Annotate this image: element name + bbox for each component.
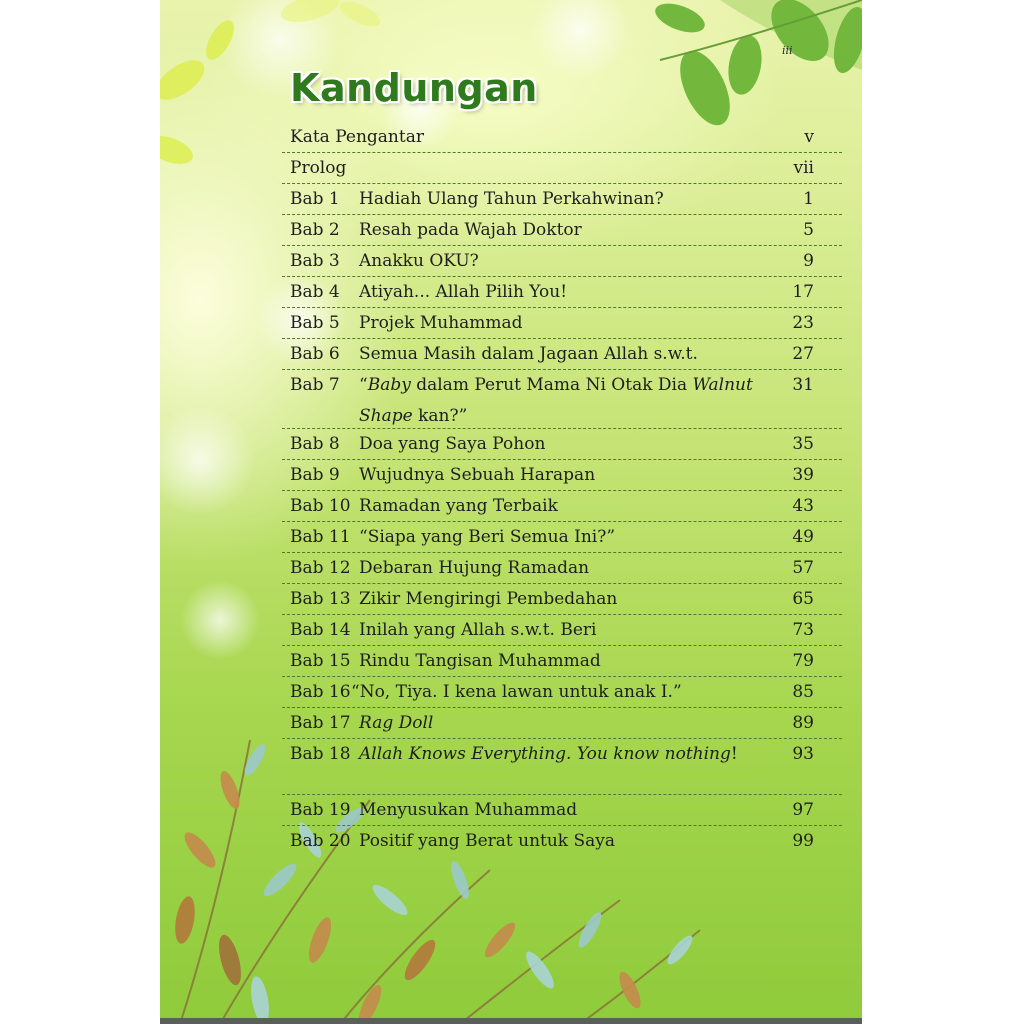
- chapter-label: Bab 20: [290, 831, 351, 851]
- title-segment: Atiyah... Allah Pilih You!: [359, 282, 568, 302]
- toc-row: [282, 826, 842, 857]
- title-segment: Ramadan yang Terbaik: [359, 496, 558, 516]
- chapter-title: [359, 429, 759, 460]
- title-segment: Prolog: [290, 158, 347, 178]
- title-segment: Rag Doll: [359, 713, 434, 733]
- chapter-title: [359, 491, 759, 522]
- page-number: 35: [792, 434, 814, 454]
- chapter-label: Bab 3: [290, 251, 340, 271]
- toc-row: [282, 370, 842, 429]
- title-segment: Wujudnya Sebuah Harapan: [359, 465, 596, 485]
- title-segment: Zikir Mengiringi Pembedahan: [359, 589, 618, 609]
- chapter-label: Bab 17: [290, 713, 351, 733]
- page-number: 73: [792, 620, 814, 640]
- page-number: 49: [792, 527, 814, 547]
- title-segment: “: [359, 375, 368, 395]
- title-segment: kan?”: [412, 406, 468, 426]
- toc-row: [282, 308, 842, 339]
- chapter-label: Bab 11: [290, 527, 351, 547]
- chapter-label: Bab 4: [290, 282, 340, 302]
- chapter-title: [359, 246, 759, 277]
- contents-title: Kandungan: [290, 66, 538, 110]
- toc-row: [282, 429, 842, 460]
- toc-row: [282, 339, 842, 370]
- title-segment: Resah pada Wajah Doktor: [359, 220, 582, 240]
- page-number: 93: [792, 744, 814, 764]
- page-edge: [160, 1018, 862, 1024]
- toc-row: [282, 646, 842, 677]
- title-segment: !: [730, 744, 738, 764]
- chapter-title: [359, 553, 759, 584]
- chapter-label: Bab 10: [290, 496, 351, 516]
- page-number: 23: [792, 313, 814, 333]
- chapter-label: Bab 18: [290, 744, 351, 764]
- chapter-title: [359, 826, 759, 857]
- toc-row: [282, 615, 842, 646]
- chapter-label: Bab 15: [290, 651, 351, 671]
- page-number: 85: [792, 682, 814, 702]
- chapter-title: [359, 370, 759, 432]
- chapter-title: [290, 153, 690, 184]
- page-number: 99: [792, 831, 814, 851]
- chapter-label: Bab 7: [290, 375, 340, 395]
- page-number: 89: [792, 713, 814, 733]
- page-number: 39: [792, 465, 814, 485]
- page-number: 65: [792, 589, 814, 609]
- title-segment: Doa yang Saya Pohon: [359, 434, 546, 454]
- chapter-label: Bab 9: [290, 465, 340, 485]
- chapter-label: Bab 8: [290, 434, 340, 454]
- title-segment: Semua Masih dalam Jagaan Allah s.w.t.: [359, 344, 698, 364]
- toc-row: [282, 795, 842, 826]
- chapter-title: [359, 795, 759, 826]
- title-segment: “Siapa yang Beri Semua Ini?”: [359, 527, 616, 547]
- chapter-label: Bab 19: [290, 800, 351, 820]
- chapter-label: Bab 5: [290, 313, 340, 333]
- chapter-label: Bab 12: [290, 558, 351, 578]
- toc-row: [282, 677, 842, 708]
- toc-row: [282, 553, 842, 584]
- chapter-label: Bab 16: [290, 682, 351, 702]
- page-number: 5: [803, 220, 814, 240]
- title-segment: Kata Pengantar: [290, 127, 424, 147]
- toc-row: [282, 739, 842, 795]
- page-number: 9: [803, 251, 814, 271]
- book-page: [160, 0, 862, 1024]
- chapter-title: [359, 215, 759, 246]
- toc-row: [282, 491, 842, 522]
- toc-row: [282, 708, 842, 739]
- toc-row: [282, 184, 842, 215]
- page-number: 79: [792, 651, 814, 671]
- title-segment: Inilah yang Allah s.w.t. Beri: [359, 620, 597, 640]
- page-number: 43: [792, 496, 814, 516]
- chapter-title: [359, 277, 759, 308]
- title-segment: Anakku OKU?: [359, 251, 479, 271]
- title-segment: Walnut Shape: [359, 375, 753, 426]
- title-segment: “No, Tiya. I kena lawan untuk anak I.”: [351, 682, 682, 702]
- page-number: 1: [803, 189, 814, 209]
- chapter-title: [359, 739, 759, 770]
- page-number: 27: [792, 344, 814, 364]
- chapter-title: [359, 184, 759, 215]
- page-number: 17: [792, 282, 814, 302]
- toc-row: [282, 215, 842, 246]
- page-number: vii: [793, 158, 814, 178]
- table-of-contents: [282, 122, 842, 857]
- title-segment: Allah Knows Everything. You know nothing: [359, 744, 731, 764]
- chapter-label: Bab 14: [290, 620, 351, 640]
- toc-row: [282, 522, 842, 553]
- chapter-label: Bab 2: [290, 220, 340, 240]
- chapter-title: [359, 646, 759, 677]
- title-segment: Positif yang Berat untuk Saya: [359, 831, 616, 851]
- chapter-label: Bab 13: [290, 589, 351, 609]
- toc-row: [282, 460, 842, 491]
- page-number: 57: [792, 558, 814, 578]
- chapter-title: [359, 460, 759, 491]
- toc-row: [282, 584, 842, 615]
- toc-row: [282, 277, 842, 308]
- toc-row: [282, 153, 842, 184]
- chapter-title: [359, 584, 759, 615]
- title-segment: Projek Muhammad: [359, 313, 523, 333]
- chapter-title: [359, 522, 759, 553]
- title-segment: dalam Perut Mama Ni Otak Dia: [410, 375, 693, 395]
- chapter-title: [359, 615, 759, 646]
- chapter-title: [290, 122, 690, 153]
- toc-row: [282, 122, 842, 153]
- page-number: v: [804, 127, 814, 147]
- chapter-label: Bab 1: [290, 189, 340, 209]
- toc-row: [282, 246, 842, 277]
- title-segment: Baby: [367, 375, 411, 395]
- chapter-title: [359, 339, 759, 370]
- title-segment: Rindu Tangisan Muhammad: [359, 651, 601, 671]
- page-number: 31: [792, 375, 814, 395]
- page-number: iii: [782, 44, 793, 57]
- title-segment: Debaran Hujung Ramadan: [359, 558, 590, 578]
- chapter-title: [359, 708, 759, 739]
- title-segment: Hadiah Ulang Tahun Perkahwinan?: [359, 189, 664, 209]
- page-number: 97: [792, 800, 814, 820]
- title-segment: Menyusukan Muhammad: [359, 800, 578, 820]
- chapter-title: [359, 308, 759, 339]
- chapter-title: [351, 677, 751, 708]
- chapter-label: Bab 6: [290, 344, 340, 364]
